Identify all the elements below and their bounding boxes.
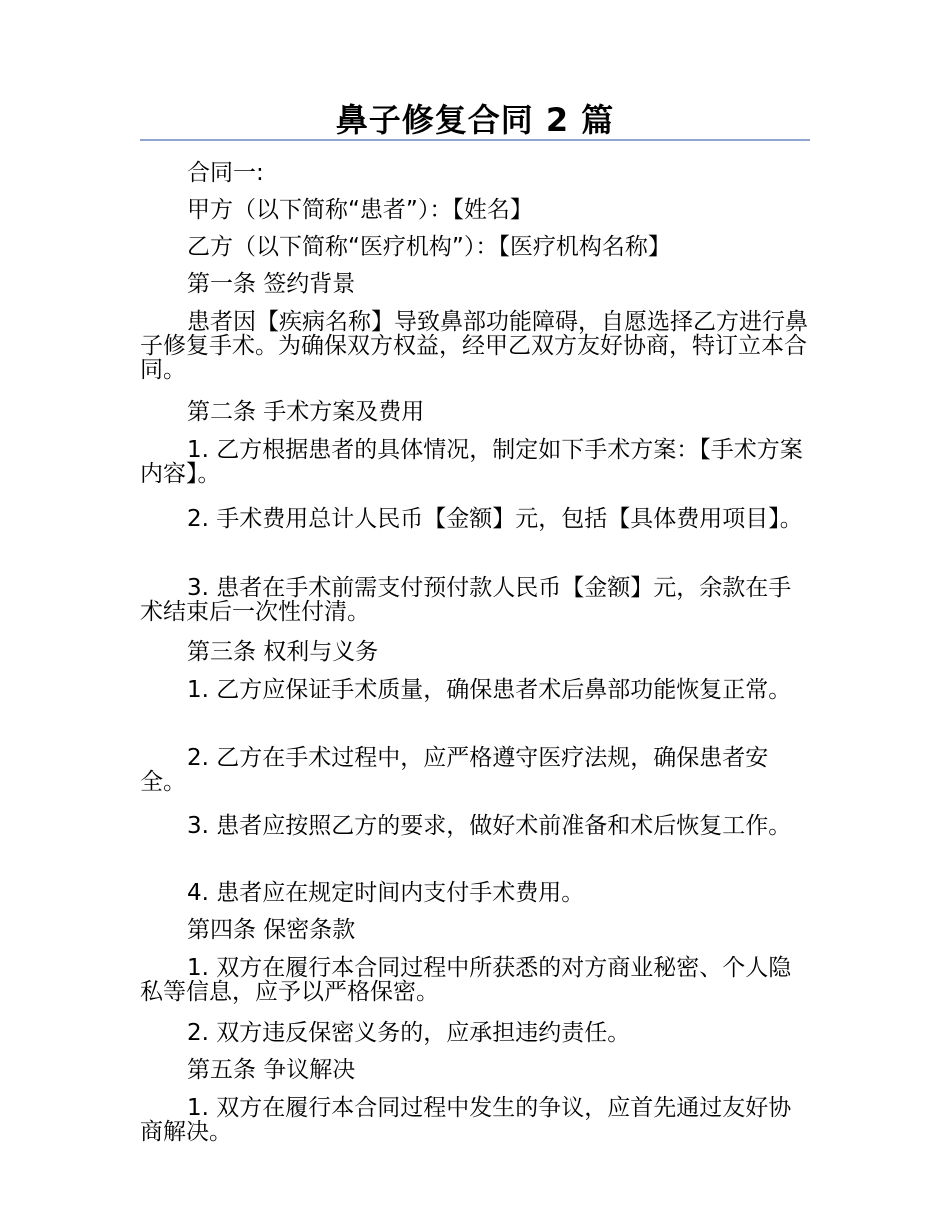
article-heading: 第五条 争议解决 xyxy=(187,1057,356,1083)
article-clause: 1. 双方在履行本合同过程中发生的争议，应首先通过友好协商解决。 xyxy=(140,1095,792,1145)
article-clause: 2. 双方违反保密义务的，应承担违约责任。 xyxy=(187,1020,631,1046)
article-heading: 第一条 签约背景 xyxy=(187,271,356,297)
document-body xyxy=(140,154,810,1154)
article-clause: 2. 手术费用总计人民币【金额】元，包括【具体费用项目】。 xyxy=(187,506,803,532)
article-clause: 3. 患者应按照乙方的要求，做好术前准备和术后恢复工作。 xyxy=(187,813,792,839)
party-a-line: 甲方（以下简称“患者”）：【姓名】 xyxy=(187,197,533,223)
party-b-line: 乙方（以下简称“医疗机构”）：【医疗机构名称】 xyxy=(187,234,671,260)
article-heading: 第四条 保密条款 xyxy=(187,917,356,943)
contract-one-label: 合同一: xyxy=(187,160,264,186)
article-clause: 4. 患者应在规定时间内支付手术费用。 xyxy=(187,880,585,906)
article-clause: 1. 乙方应保证手术质量，确保患者术后鼻部功能恢复正常。 xyxy=(187,677,792,703)
document-title: 鼻子修复合同 2 篇 xyxy=(335,101,615,139)
article-clause: 2. 乙方在手术过程中，应严格遵守医疗法规，确保患者安全。 xyxy=(140,745,769,795)
article-clause: 3. 患者在手术前需支付预付款人民币【金额】元，余款在手术结束后一次性付清。 xyxy=(140,575,792,625)
article-paragraph: 患者因【疾病名称】导致鼻部功能障碍，自愿选择乙方进行鼻子修复手术。为确保双方权益，经甲乙双方友好协商，特订立本合同。 xyxy=(140,309,808,383)
title-underline xyxy=(140,139,810,141)
article-clause: 1. 双方在履行本合同过程中所获悉的对方商业秘密、个人隐私等信息，应予以严格保密。 xyxy=(140,955,792,1005)
article-clause: 1. 乙方根据患者的具体情况，制定如下手术方案：【手术方案内容】。 xyxy=(140,437,803,487)
article-heading: 第二条 手术方案及费用 xyxy=(187,399,425,425)
article-heading: 第三条 权利与义务 xyxy=(187,639,379,665)
